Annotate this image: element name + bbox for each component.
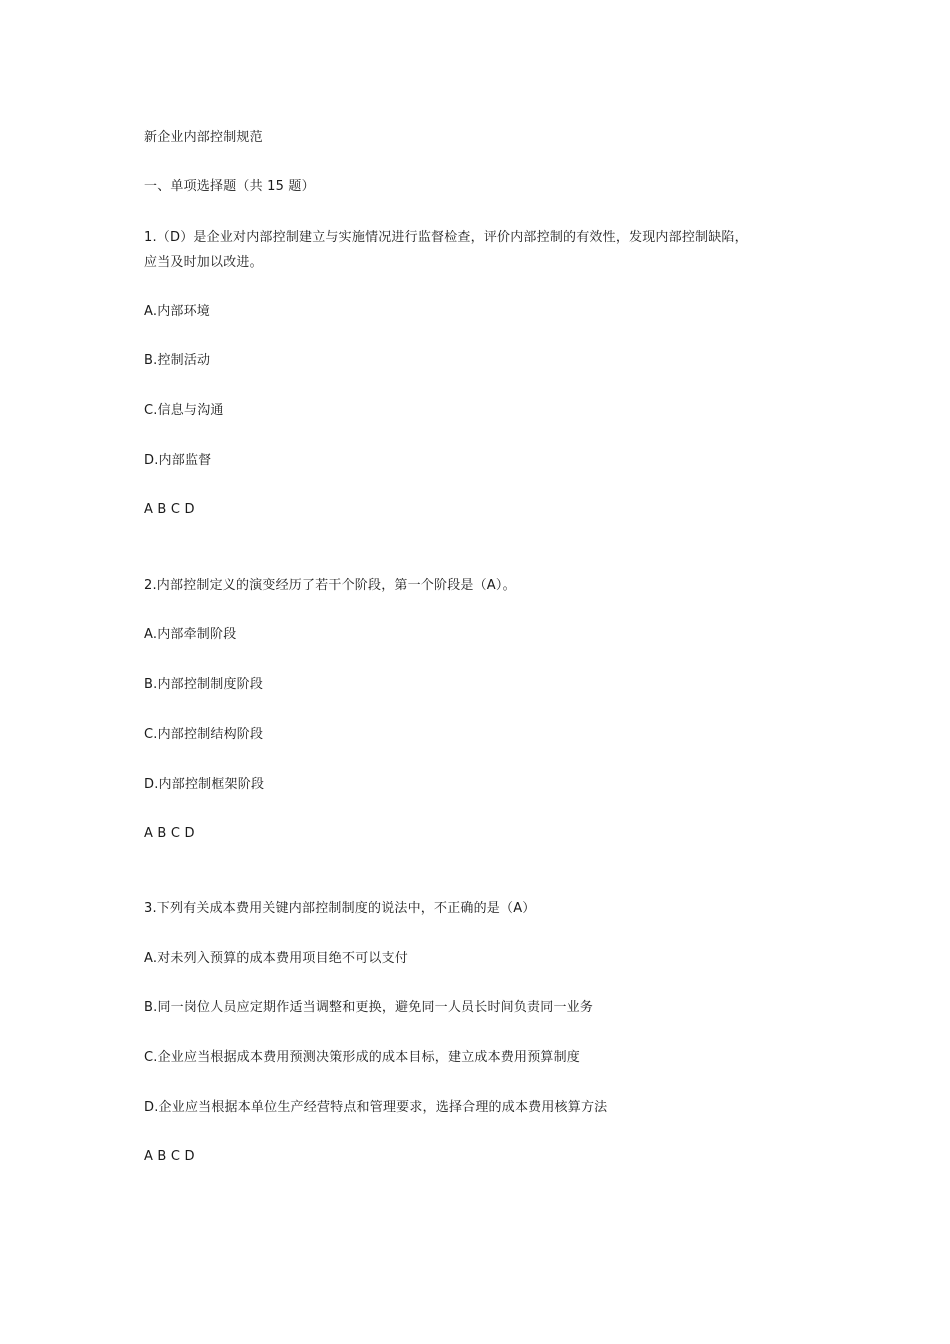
question-3-option-c: C.企业应当根据成本费用预测决策形成的成本目标，建立成本费用预算制度 xyxy=(144,1050,581,1065)
question-1-option-b: B.控制活动 xyxy=(144,353,211,368)
question-1-option-c: C.信息与沟通 xyxy=(144,403,224,418)
question-3-choices: A B C D xyxy=(144,1149,195,1164)
question-3-option-a: A.对未列入预算的成本费用项目绝不可以支付 xyxy=(144,951,408,966)
question-1-stem: 1.（D）是企业对内部控制建立与实施情况进行监督检查，评价内部控制的有效性，发现内部控制缺陷， xyxy=(144,230,748,245)
question-1-option-a: A.内部环境 xyxy=(144,304,210,319)
question-1-choices: A B C D xyxy=(144,502,195,517)
question-2-option-d: D.内部控制框架阶段 xyxy=(144,777,265,792)
question-1-stem-continued: 应当及时加以改进。 xyxy=(144,255,263,270)
section-heading: 一、单项选择题（共 15 题） xyxy=(144,179,315,194)
document-title: 新企业内部控制规范 xyxy=(144,130,263,145)
question-3-option-d: D.企业应当根据本单位生产经营特点和管理要求，选择合理的成本费用核算方法 xyxy=(144,1100,608,1115)
question-1-option-d: D.内部监督 xyxy=(144,453,212,468)
question-2-option-b: B.内部控制制度阶段 xyxy=(144,677,264,692)
question-2-option-a: A.内部牵制阶段 xyxy=(144,627,237,642)
question-2-stem: 2.内部控制定义的演变经历了若干个阶段，第一个阶段是（A）。 xyxy=(144,578,516,593)
question-2-choices: A B C D xyxy=(144,826,195,841)
question-3-stem: 3.下列有关成本费用关键内部控制制度的说法中，不正确的是（A） xyxy=(144,901,536,916)
question-3-option-b: B.同一岗位人员应定期作适当调整和更换，避免同一人员长时间负责同一业务 xyxy=(144,1000,594,1015)
question-2-option-c: C.内部控制结构阶段 xyxy=(144,727,264,742)
